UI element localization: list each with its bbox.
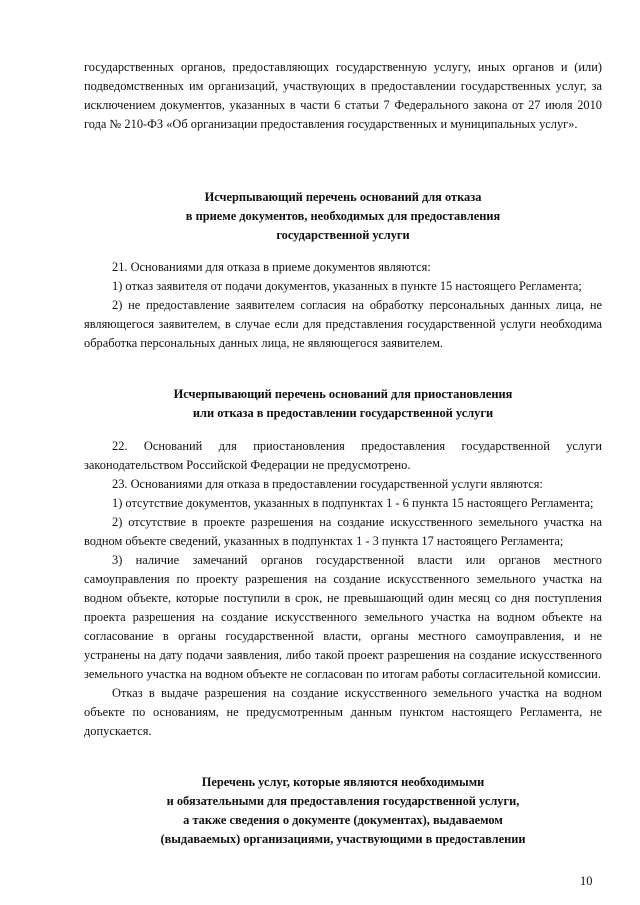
heading-suspension-refusal	[84, 385, 602, 423]
paragraph-top: государственных органов, предоставляющих государственную услугу, иных органов и (или) подведомственных им организаций, участвующих в предоставлении государственных услуг, за исключением документов, указанных в части 6 статьи 7 Федерального закона от 27 июля 2010 года № 210-ФЗ «Об организации предоставления государственных и муниципальных услуг».	[84, 60, 602, 131]
heading-line: Исчерпывающий перечень оснований для отказа	[204, 190, 482, 204]
heading-line: или отказа в предоставлении государственной услуги	[192, 406, 494, 420]
heading-refusal-acceptance	[84, 188, 602, 245]
heading-line: а также сведения о документе (документах), выдаваемом	[183, 813, 503, 827]
heading-line: и обязательными для предоставления государственной услуги,	[166, 794, 520, 808]
paragraph-23-3: 3) наличие замечаний органов государственной власти или органов местного самоуправления по проекту разрешения на создание искусственного земельного участка на водном объекте, которые поступили в срок, не превышающий один месяц со дня поступления проекта разрешения на создание искусственного земельного участка на водном объекте на согласование в органы государственной власти, органы местного самоуправления, и не устранены на дату подачи заявления, либо такой проект разрешения на создание искусственного земельного участка на водном объекте не согласован по итогам работы согласительной комиссии.	[84, 553, 602, 681]
heading-line: в приеме документов, необходимых для предоставления	[185, 209, 501, 223]
section-21-block	[84, 258, 602, 353]
heading-line: (выдаваемых) организациями, участвующими в предоставлении	[160, 832, 526, 846]
section-22-23-block	[84, 437, 602, 741]
heading-required-services	[84, 773, 602, 849]
paragraph-23: 23. Основаниями для отказа в предоставлении государственной услуги являются:	[112, 477, 543, 491]
paragraph-21: 21. Основаниями для отказа в приеме документов являются:	[112, 260, 431, 274]
top-paragraph-block	[84, 58, 602, 134]
paragraph-22: 22. Оснований для приостановления предоставления государственной услуги законодательством Российской Федерации не предусмотрено.	[84, 439, 602, 472]
heading-line: Перечень услуг, которые являются необходимыми	[201, 775, 485, 789]
page-number: 10	[580, 874, 593, 888]
paragraph-refusal-note: Отказ в выдаче разрешения на создание искусственного земельного участка на водном объекте по основаниям, не предусмотренным данным пунктом настоящего Регламента, не допускается.	[84, 686, 602, 738]
heading-line: Исчерпывающий перечень оснований для приостановления	[173, 387, 513, 401]
paragraph-21-2: 2) не предоставление заявителем согласия на обработку персональных данных лица, не являющегося заявителем, в случае если для представления государственной услуги необходима обработка персональных данных лица, не являющегося заявителем.	[84, 298, 602, 350]
paragraph-23-2: 2) отсутствие в проекте разрешения на создание искусственного земельного участка на водном объекте сведений, указанных в подпунктах 1 - 3 пункта 17 настоящего Регламента;	[84, 515, 602, 548]
heading-line: государственной услуги	[276, 228, 410, 242]
paragraph-23-1: 1) отсутствие документов, указанных в подпунктах 1 - 6 пункта 15 настоящего Регламента;	[112, 496, 594, 510]
paragraph-21-1: 1) отказ заявителя от подачи документов, указанных в пункте 15 настоящего Регламента;	[112, 279, 582, 293]
